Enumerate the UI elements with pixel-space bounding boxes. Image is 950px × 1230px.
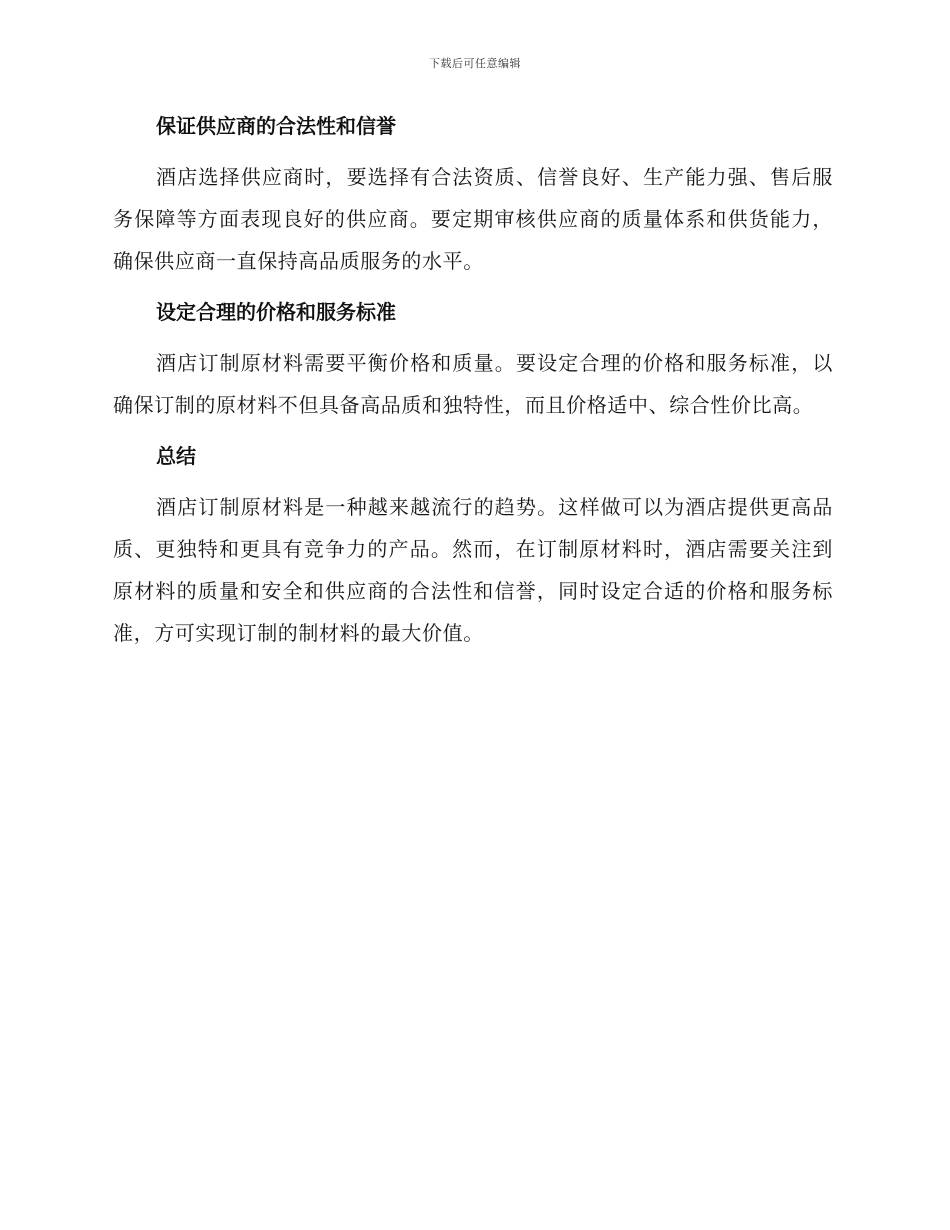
section-heading: 设定合理的价格和服务标准	[156, 300, 396, 324]
header-note: 下载后可任意编辑	[429, 57, 521, 70]
section-summary	[113, 440, 833, 654]
section-paragraph: 酒店订制原材料是一种越来越流行的趋势。这样做可以为酒店提供更高品质、更独特和更具有竞争力的产品。然而，在订制原材料时，酒店需要关注到原材料的质量和安全和供应商的合法性和信誉，同时设定合适的价格和服务标准，方可实现订制的制材料的最大价值。	[113, 495, 833, 645]
section-heading: 总结	[156, 444, 196, 468]
section-supplier-legitimacy	[113, 110, 833, 282]
section-paragraph: 酒店订制原材料需要平衡价格和质量。要设定合理的价格和服务标准，以确保订制的原材料不但具备高品质和独特性，而且价格适中、综合性价比高。	[113, 351, 833, 417]
document-body	[113, 110, 833, 668]
section-heading: 保证供应商的合法性和信誉	[156, 114, 396, 138]
section-price-service-standards	[113, 296, 833, 426]
section-paragraph: 酒店选择供应商时，要选择有合法资质、信誉良好、生产能力强、售后服务保障等方面表现良好的供应商。要定期审核供应商的质量体系和供货能力，确保供应商一直保持高品质服务的水平。	[113, 165, 833, 273]
